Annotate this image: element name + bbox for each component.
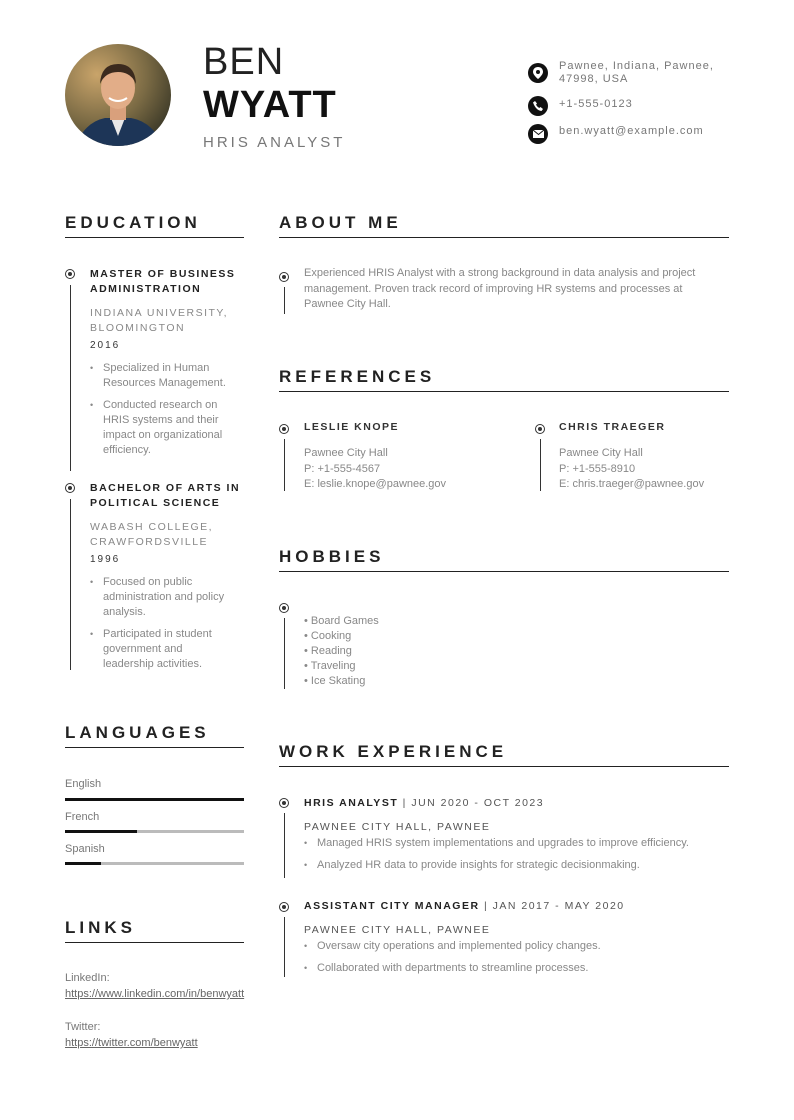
links-list bbox=[65, 972, 245, 1051]
timeline-line bbox=[284, 287, 285, 314]
hobby: Traveling bbox=[310, 660, 356, 672]
timeline-line bbox=[284, 813, 285, 878]
about-text: Experienced HRIS Analyst with a strong background in data analysis and project management. Proven track record of improving HR systems and processes at Pawnee City Hall. bbox=[304, 267, 696, 310]
institution-line-1: INDIANA UNIVERSITY, bbox=[90, 307, 229, 319]
job-header bbox=[304, 797, 734, 809]
reference-item bbox=[304, 421, 524, 493]
job-company: PAWNEE CITY HALL, PAWNEE bbox=[304, 821, 491, 833]
job-bullets bbox=[304, 836, 734, 873]
hobby: Board Games bbox=[310, 615, 379, 627]
timeline-dot bbox=[65, 483, 75, 493]
first-name: BEN bbox=[203, 41, 285, 83]
reference-name: LESLIE KNOPE bbox=[304, 421, 400, 433]
languages-heading: LANGUAGES bbox=[65, 723, 210, 742]
education-bullets bbox=[90, 361, 235, 458]
hobby: Ice Skating bbox=[310, 675, 366, 687]
degree-line-2: POLITICAL SCIENCE bbox=[90, 497, 221, 509]
reference-phone: P: +1-555-4567 bbox=[304, 462, 381, 475]
language-level-bar bbox=[65, 798, 244, 801]
references-heading: REFERENCES bbox=[279, 367, 436, 386]
education-year: 1996 bbox=[90, 554, 121, 565]
job-title: HRIS ANALYST bbox=[203, 134, 346, 151]
hobbies-list bbox=[304, 614, 379, 689]
reference-phone: P: +1-555-8910 bbox=[559, 462, 636, 475]
timeline-dot bbox=[535, 424, 545, 434]
list-item: • Board Games bbox=[304, 615, 379, 627]
reference-org: Pawnee City Hall bbox=[559, 447, 643, 459]
job-bullets bbox=[304, 939, 734, 976]
references-divider bbox=[279, 391, 729, 392]
job-role: ASSISTANT CITY MANAGER bbox=[304, 900, 480, 912]
link-twitter[interactable]: https://twitter.com/benwyatt bbox=[65, 1037, 198, 1049]
list-item: • Analyzed HR data to provide insights for strategic decisionmaking. bbox=[304, 858, 734, 873]
work-item bbox=[304, 900, 734, 983]
institution-line-1: WABASH COLLEGE, bbox=[90, 521, 214, 533]
institution-line-2: BLOOMINGTON bbox=[90, 322, 186, 334]
job-dates: JAN 2017 - MAY 2020 bbox=[492, 900, 625, 912]
timeline-line bbox=[540, 439, 541, 491]
education-year: 2016 bbox=[90, 340, 121, 351]
timeline-line bbox=[284, 618, 285, 689]
list-item: • Collaborated with departments to streamline processes. bbox=[304, 961, 734, 976]
list-item: • Specialized in Human Resources Management. bbox=[90, 361, 235, 391]
last-name: WYATT bbox=[203, 84, 337, 126]
timeline-dot bbox=[279, 798, 289, 808]
about-divider bbox=[279, 237, 729, 238]
timeline-dot bbox=[65, 269, 75, 279]
reference-name: CHRIS TRAEGER bbox=[559, 421, 666, 433]
timeline-dot bbox=[279, 424, 289, 434]
timeline-line bbox=[70, 285, 71, 471]
job-dates: JUN 2020 - OCT 2023 bbox=[411, 797, 545, 809]
list-item: • Conducted research on HRIS systems and their impact on organizational efficiency. bbox=[90, 398, 235, 458]
links-divider bbox=[65, 942, 244, 943]
email-icon bbox=[528, 124, 548, 144]
language-name: Spanish bbox=[65, 843, 105, 855]
timeline-line bbox=[284, 917, 285, 977]
timeline-dot bbox=[279, 272, 289, 282]
location-icon bbox=[528, 63, 548, 83]
list-item: • Reading bbox=[304, 645, 352, 657]
link-label-twitter: Twitter: bbox=[65, 1021, 101, 1033]
timeline-line bbox=[284, 439, 285, 491]
work-divider bbox=[279, 766, 729, 767]
education-item bbox=[90, 481, 250, 679]
language-level-fill bbox=[65, 830, 137, 833]
language-level-bar bbox=[65, 862, 244, 865]
language-name: English bbox=[65, 778, 102, 790]
institution-line-2: CRAWFORDSVILLE bbox=[90, 536, 209, 548]
education-bullets bbox=[90, 575, 235, 672]
list-item: • Managed HRIS system implementations and upgrades to improve efficiency. bbox=[304, 836, 734, 851]
reference-item bbox=[559, 421, 739, 493]
phone-icon bbox=[528, 96, 548, 116]
hobby: Cooking bbox=[310, 630, 352, 642]
education-heading: EDUCATION bbox=[65, 213, 201, 232]
degree-line-1: MASTER OF BUSINESS bbox=[90, 268, 236, 280]
languages-divider bbox=[65, 747, 244, 748]
list-item: • Ice Skating bbox=[304, 675, 366, 687]
timeline-dot bbox=[279, 603, 289, 613]
reference-email: E: leslie.knope@pawnee.gov bbox=[304, 478, 447, 490]
hobbies-heading: HOBBIES bbox=[279, 547, 385, 566]
language-level-fill bbox=[65, 798, 244, 801]
address bbox=[559, 60, 714, 86]
hobby: Reading bbox=[310, 645, 352, 657]
degree-line-2: ADMINISTRATION bbox=[90, 283, 202, 295]
list-item: • Traveling bbox=[304, 660, 356, 672]
timeline-dot bbox=[279, 902, 289, 912]
link-label-linkedin: LinkedIn: bbox=[65, 972, 110, 984]
language-name: French bbox=[65, 811, 100, 823]
phone: +1-555-0123 bbox=[559, 98, 633, 110]
list-item: • Participated in student government and leadership activities. bbox=[90, 627, 235, 672]
language-level-bar bbox=[65, 830, 244, 833]
education-divider bbox=[65, 237, 244, 238]
email: ben.wyatt@example.com bbox=[559, 125, 704, 137]
language-level-fill bbox=[65, 862, 101, 865]
job-separator: | bbox=[483, 900, 489, 912]
education-item bbox=[90, 267, 250, 465]
timeline-line bbox=[70, 499, 71, 670]
reference-email: E: chris.traeger@pawnee.gov bbox=[559, 478, 705, 490]
profile-photo bbox=[65, 44, 171, 146]
address-line-2: 47998, USA bbox=[559, 73, 629, 85]
about-heading: ABOUT ME bbox=[279, 213, 402, 232]
work-item bbox=[304, 797, 734, 880]
job-company: PAWNEE CITY HALL, PAWNEE bbox=[304, 924, 491, 936]
list-item: • Oversaw city operations and implemented policy changes. bbox=[304, 939, 734, 954]
job-header bbox=[304, 900, 734, 912]
links-heading: LINKS bbox=[65, 918, 136, 937]
work-heading: WORK EXPERIENCE bbox=[279, 742, 508, 761]
job-role: HRIS ANALYST bbox=[304, 797, 399, 809]
list-item: • Cooking bbox=[304, 630, 352, 642]
degree-line-1: BACHELOR OF ARTS IN bbox=[90, 482, 241, 494]
hobbies-divider bbox=[279, 571, 729, 572]
list-item: • Focused on public administration and policy analysis. bbox=[90, 575, 235, 620]
reference-org: Pawnee City Hall bbox=[304, 447, 388, 459]
job-separator: | bbox=[402, 797, 407, 809]
link-linkedin[interactable]: https://www.linkedin.com/in/benwyatt bbox=[65, 988, 245, 1000]
address-line-1: Pawnee, Indiana, Pawnee, bbox=[559, 60, 714, 72]
